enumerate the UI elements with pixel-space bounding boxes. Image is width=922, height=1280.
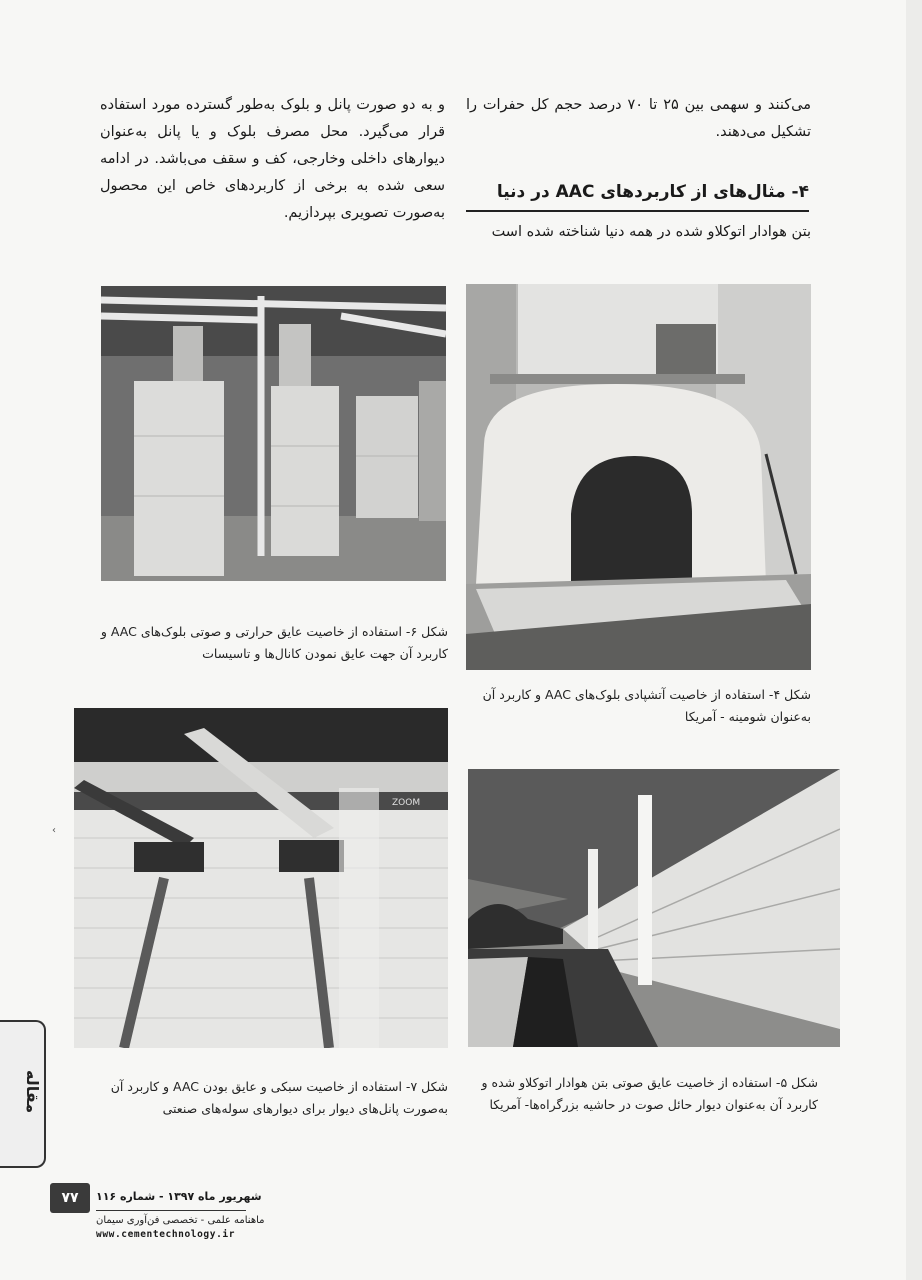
photo-banner-text: ZOOM	[392, 798, 421, 808]
footer-divider	[96, 1210, 246, 1211]
section-side-tab-label: مقاله	[23, 1070, 42, 1114]
figure-7-photo	[74, 708, 448, 1048]
paragraph-right-top: می‌کنند و سهمی بین ۲۵ تا ۷۰ درصد حجم کل حفرات را تشکیل می‌دهند.	[466, 97, 812, 140]
figure-6-photo	[101, 286, 446, 581]
figure-6-caption: شکل ۶- استفاده از خاصیت عایق حرارتی و صوتی بلوک‌های AAC و کاربرد آن جهت عایق نمودن کانال‌ها و تاسیسات	[100, 624, 448, 661]
section-heading: ۴- مثال‌های از کاربردهای AAC در دنیا	[466, 178, 809, 212]
footer-magazine: ماهنامه علمی - تخصصی فن‌آوری سیمان	[96, 1215, 265, 1226]
figure-5-photo	[468, 769, 840, 1047]
figure-4-caption: شکل ۴- استفاده از خاصیت آتشپادی بلوک‌های AAC و کاربرد آن به‌عنوان شومینه - آمریکا	[482, 687, 811, 724]
page-edge	[906, 0, 922, 1280]
figure-7-caption: شکل ۷- استفاده از خاصیت سبکی و عایق بودن AAC و کاربرد آن به‌صورت پانل‌های دیوار برای دیوارهای سوله‌های صنعتی	[110, 1079, 448, 1116]
page-number: ۷۷	[50, 1183, 90, 1213]
figure-5-caption: شکل ۵- استفاده از خاصیت عایق صوتی بتن هوادار اتوکلاو شده و کاربرد آن به‌عنوان دیوار حائل صوت در حاشیه بزرگراه‌ها- آمریکا	[481, 1075, 818, 1112]
paragraph-section-intro: بتن هوادار اتوکلاو شده در همه دنیا شناخته شده است	[491, 224, 811, 240]
footer-issue: شهریور ماه ۱۳۹۷ - شماره ۱۱۶	[96, 1190, 262, 1203]
margin-mark: ‹	[52, 825, 56, 836]
figure-4-photo	[466, 284, 811, 670]
footer-url: www.cementechnology.ir	[96, 1229, 236, 1240]
paragraph-left-top: و به دو صورت پانل و بلوک به‌طور گسترده مورد استفاده قرار می‌گیرد. محل مصرف بلوک و یا پانل به‌عنوان دیوارهای داخلی وخارجی، کف و سقف می‌باشد. در ادامه سعی شده به برخی از کاربردهای خاص این محصول به‌صورت تصویری بپردازیم.	[100, 97, 445, 221]
